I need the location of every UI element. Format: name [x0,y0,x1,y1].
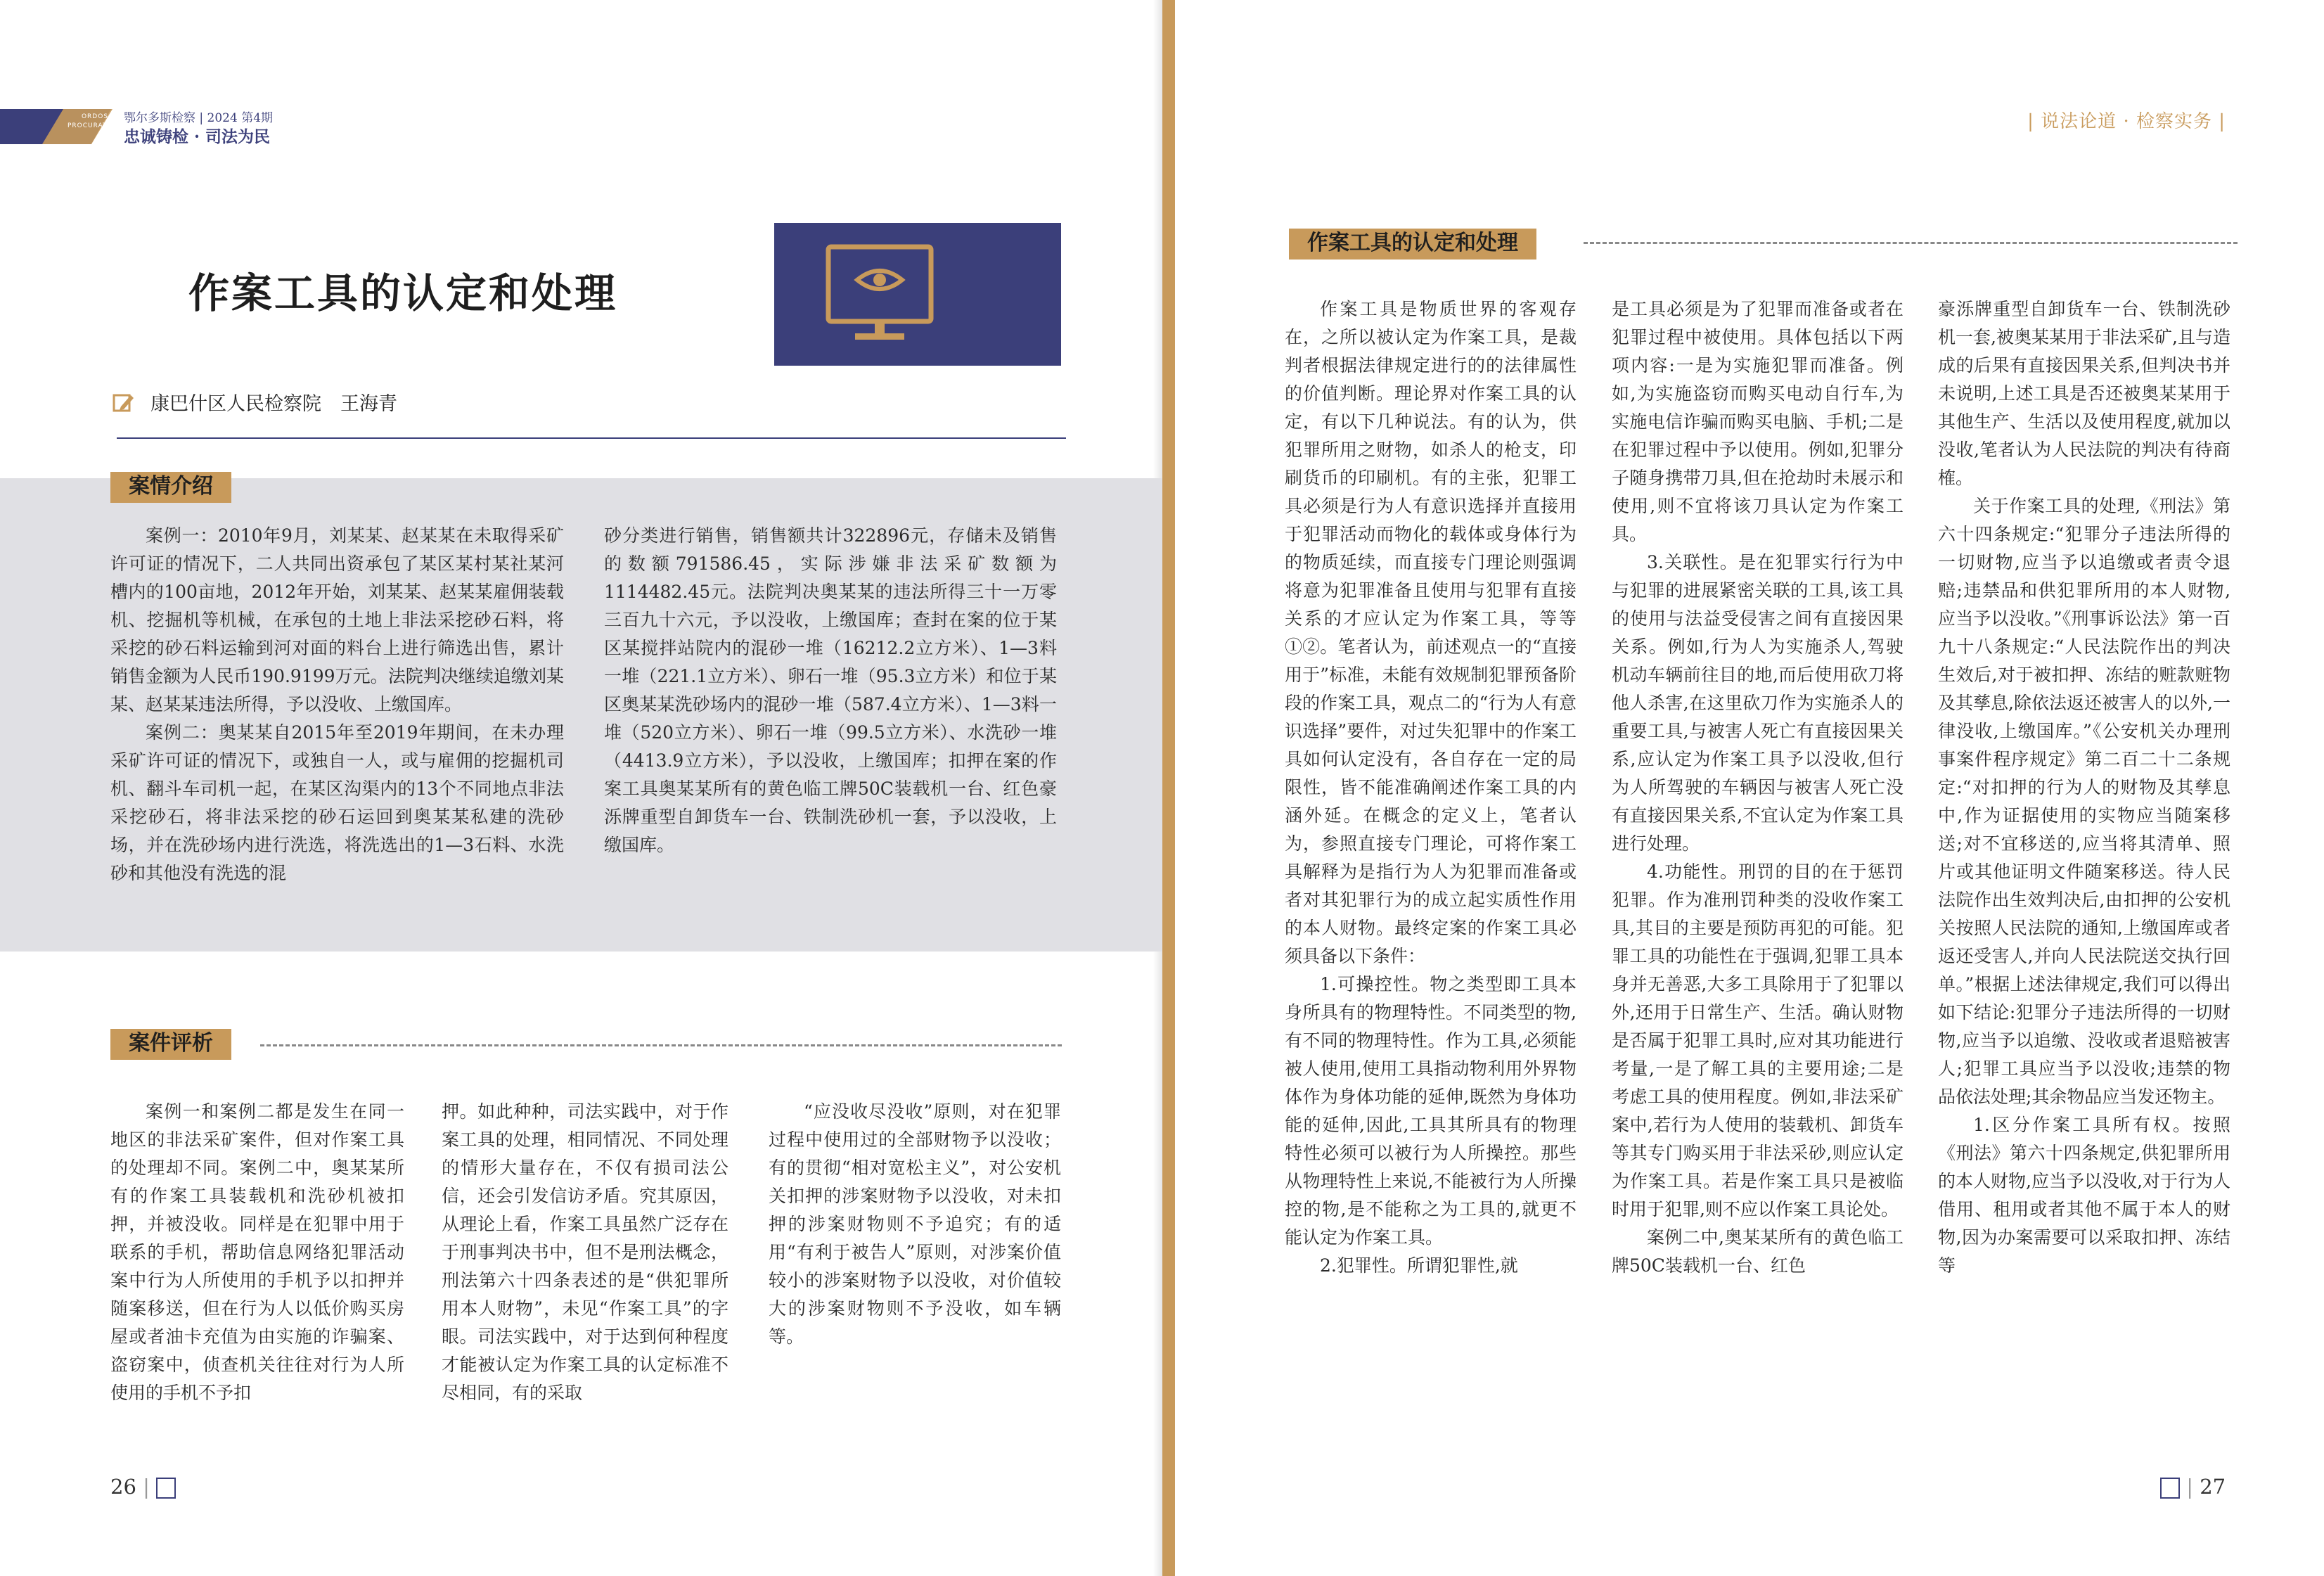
pencil-icon [113,391,135,414]
right-column-3 [1938,295,2230,1280]
magazine-logo-icon [2160,1478,2180,1499]
case-intro-column-1 [110,522,564,888]
section-heading-case-review: 案件评析 [110,1029,231,1060]
paragraph: 关于作案工具的处理,《刑法》第六十四条规定:“犯罪分子违法所得的一切财物,应当予以追缴或者责令退赔;违禁品和供犯罪所用的本人财物,应当予以没收。”《刑事诉讼法》第一百九十八条规定:“人民法院作出的判决生效后,对于被扣押、冻结的赃款赃物及其孳息,除依法返还被害人的以外,一律没收,上缴国库。”《公安机关办理刑事案件程序规定》第二百二十二条规定:“对扣押的行为人的财物及其孳息中,作为证据使用的实物应当随案移送;对不宜移送的,应当将其清单、照片或其他证明文件随案移送。待人民法院作出生效判决后,由扣押的公安机关按照人民法院的通知,上缴国库或者返还受害人,并向人民法院送交执行回单。”根据上述法律规定,我们可以得出如下结论:犯罪分子违法所得的一切财物,应当予以追缴、没收或者退赔被害人;犯罪工具应当予以没收;违禁的物品依法处理;其余物品应当发还物主。 [1938,496,2230,1107]
right-page-heading: 作案工具的认定和处理 [1289,229,1536,260]
section-heading-case-intro: 案情介绍 [110,472,231,503]
paragraph: 是工具必须是为了犯罪而准备或者在犯罪过程中被使用。具体包括以下两项内容:一是为实施犯罪而准备。例如,为实施盗窃而购买电动自行车,为实施电信诈骗而购买电脑、手机;二是在犯罪过程中予以使用。例如,犯罪分子随身携带刀具,但在抢劫时未展示和使用,则不宜将该刀具认定为作案工具。 [1612,299,1904,544]
dashed-divider [1584,242,2238,244]
page-number: 26 [110,1475,136,1499]
paragraph: 豪泺牌重型自卸货车一台、铁制洗砂机一套,被奥某某用于非法采矿,且与造成的后果有直接因果关系,但判决书并未说明,上述工具是否还被奥某某用于其他生产、生活以及使用程度,就加以没收,笔者认为人民法院的判决有待商榷。 [1938,299,2230,488]
paragraph: 案例一和案例二都是发生在同一地区的非法采矿案件，但对作案工具的处理却不同。案例二中，奥某某所有的作案工具装载机和洗砂机被扣押，并被没收。同样是在犯罪中用于联系的手机，帮助信息网络犯罪活动案中行为人所使用的手机予以扣押并随案移送，但在行为人以低价购买房屋或者油卡充值为由实施的诈骗案、盗窃案中，侦查机关往往对行为人所使用的手机不予扣 [110,1101,404,1403]
paragraph: 3.关联性。是在犯罪实行行为中与犯罪的进展紧密关联的工具,该工具的使用与法益受侵害之间有直接因果关系。例如,行为人为实施杀人,驾驶机动车辆前往目的地,而后使用砍刀将他人杀害,在这里砍刀作为实施杀人的重要工具,与被害人死亡有直接因果关系,应认定为作案工具予以没收,但行为人所驾驶的车辆因与被害人死亡没有直接因果关系,不宜认定为作案工具进行处理。 [1612,552,1904,854]
paragraph: 1.可操控性。物之类型即工具本身所具有的物理特性。不同类型的物,有不同的物理特性。作为工具,必须能被人使用,使用工具指动物利用外界物体作为身体功能的延伸,既然为身体功能的延伸,因此,工具其所具有的物理特性必须可以被行为人所操控。那些从物理特性上来说,不能被行为人所操控的物,是不能称之为工具的,就更不能认定为作案工具。 [1285,974,1577,1248]
paragraph: 案例二：奥某某自2015年至2019年期间，在未办理采矿许可证的情况下，或独自一人，或与雇佣的挖掘机司机、翻斗车司机一起，在某区沟渠内的13个不同地点非法采挖砂石，将非法采挖的砂石运回到奥某某私建的洗砂场，并在洗砂场内进行洗选，将洗选出的1—3石料、水洗砂和其他没有洗选的混 [110,722,564,883]
paragraph: 押。如此种种，司法实践中，对于作案工具的处理，相同情况、不同处理的情形大量存在，不仅有损司法公信，还会引发信访矛盾。究其原因，从理论上看，作案工具虽然广泛存在于刑事判决书中，但不是刑法概念，刑法第六十四条表述的是“供犯罪所用本人财物”，未见“作案工具”的字眼。司法实践中，对于达到何种程度才能被认定为作案工具的认定标准不尽相同，有的采取 [442,1101,728,1403]
case-intro-column-2 [604,522,1057,859]
section-label: | 说法论道 · 检察实务 | [2027,111,2226,132]
header-emblem-text: ORDOS PROCURATORATE [68,113,132,129]
page-spine [1162,0,1175,1576]
paragraph: 案例二中,奥某某所有的黄色临工牌50C装载机一台、红色 [1612,1227,1904,1276]
right-column-2 [1612,295,1904,1280]
right-column-1 [1285,295,1577,1280]
illustration-monitor-eye [774,223,1061,366]
paragraph: 1.区分作案工具所有权。按照《刑法》第六十四条规定,供犯罪所用的本人财物,应当予以没收,对于行为人借用、租用或者其他不属于本人的财物,因为办案需要可以采取扣押、冻结等 [1938,1115,2230,1276]
monitor-eye-icon [774,223,1061,366]
article-title: 作案工具的认定和处理 [188,269,618,317]
paragraph: 案例一：2010年9月，刘某某、赵某某在未取得采矿许可证的情况下，二人共同出资承包了某区某村某社某河槽内的100亩地，2012年开始，刘某某、赵某某雇佣装载机、挖掘机等机械，在承包的土地上非法采挖砂石料，将采挖的砂石料运输到河对面的料台上进行筛选出售，累计销售金额为人民币190.9199万元。法院判决继续追缴刘某某、赵某某违法所得，予以没收、上缴国库。 [110,525,564,715]
page-number-left: 26 | [110,1475,176,1499]
magazine-motto: 忠诚铸检 · 司法为民 [124,127,271,146]
paragraph: 砂分类进行销售，销售额共计322896元，存储未及销售的数额791586.45，实际涉嫌非法采矿数额为1114482.45元。法院判决奥某某的违法所得三十一万零三百九十六元，予以没收，上缴国库；查封在案的位于某区某搅拌站院内的混砂一堆（16212.2立方米）、1—3料一堆（221.1立方米）、卵石一堆（95.3立方米）和位于某区奥某某洗砂场内的混砂一堆（587.4立方米）、1—3料一堆（520立方米）、卵石一堆（99.5立方米）、水洗砂一堆（4413.9立方米），予以没收，上缴国库；扣押在案的作案工具奥某某所有的黄色临工牌50C装载机一台、红色豪泺牌重型自卸货车一台、铁制洗砂机一套，予以没收，上缴国库。 [604,525,1057,855]
magazine-logo-icon [156,1478,176,1499]
review-column-2 [442,1098,728,1407]
review-column-1 [110,1098,404,1407]
page-number-right: | 27 [2160,1475,2226,1499]
paragraph: “应没收尽没收”原则，对在犯罪过程中使用过的全部财物予以没收；有的贯彻“相对宽松主义”，对公安机关扣押的涉案财物予以没收，对未扣押的涉案财物则不予追究；有的适用“有利于被告人”原则，对涉案价值较小的涉案财物予以没收，对价值较大的涉案财物则不予没收，如车辆等。 [769,1101,1061,1347]
author-divider [117,437,1066,439]
dashed-divider [260,1044,1062,1046]
magazine-issue: 鄂尔多斯检察 | 2024 第4期 [124,111,274,125]
page-number: 27 [2200,1475,2226,1499]
paragraph: 作案工具是物质世界的客观存在，之所以被认定为作案工具，是裁判者根据法律规定进行的的法律属性的价值判断。理论界对作案工具的认定，有以下几种说法。有的认为，供犯罪所用之财物，如杀人的枪支，印刷货币的印刷机。有的主张，犯罪工具必须是行为人有意识选择并直接用于犯罪活动而物化的载体或身体行为的物质延续，而直接专门理论则强调将意为犯罪准备且使用与犯罪有直接关系的才应认定为作案工具，等等①②。笔者认为，前述观点一的“直接用于”标准，未能有效规制犯罪预备阶段的作案工具，观点二的“行为人有意识选择”要件，对过失犯罪中的作案工具如何认定没有，各自存在一定的局限性，皆不能准确阐述作案工具的内涵外延。在概念的定义上，笔者认为，参照直接专门理论，可将作案工具解释为是指行为人为犯罪而准备或者对其犯罪行为的成立起实质性作用的本人财物。最终定案的作案工具必须具备以下条件： [1285,299,1577,966]
review-column-3 [769,1098,1061,1351]
paragraph: 4.功能性。刑罚的目的在于惩罚犯罪。作为准刑罚种类的没收作案工具,其目的主要是预防再犯的可能。犯罪工具的功能性在于强调,犯罪工具本身并无善恶,大多工具除用于了犯罪以外,还用于日常生产、生活。确认财物是否属于犯罪工具时,应对其功能进行考量,一是了解工具的主要用途;二是考虑工具的使用程度。例如,非法采矿案中,若行为人使用的装载机、卸货车等其专门购买用于非法采砂,则应认定为作案工具。若是作案工具只是被临时用于犯罪,则不应以作案工具论处。 [1612,861,1904,1219]
paragraph: 2.犯罪性。所谓犯罪性,就 [1320,1255,1518,1276]
author-byline: 康巴什区人民检察院 王海青 [150,393,397,415]
